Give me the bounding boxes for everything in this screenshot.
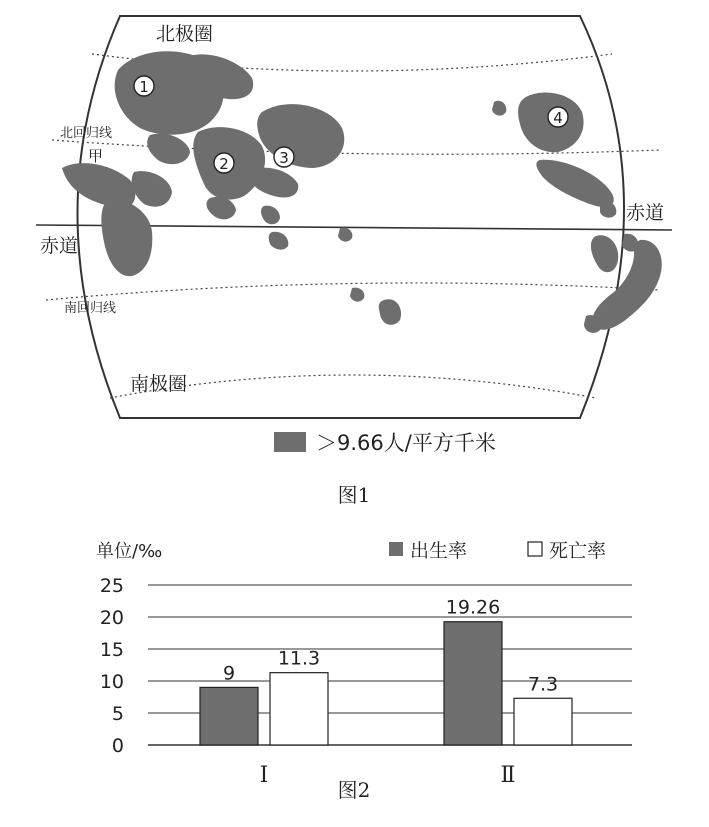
figure2-caption: 图2 <box>337 778 371 802</box>
region-marker-3 <box>274 147 294 167</box>
bar-birth-2 <box>444 622 502 745</box>
region-label-3: 3 <box>279 149 289 167</box>
arctic-circle-label: 北极圈 <box>156 23 214 45</box>
region-label-2: 2 <box>219 155 229 173</box>
bar-birth-1 <box>200 687 258 745</box>
chart-unit-label: 单位/‰ <box>96 541 163 562</box>
equator-label-left: 赤道 <box>40 235 79 257</box>
map-legend-swatch <box>274 432 306 452</box>
legend-label-birth-rate: 出生率 <box>410 540 468 562</box>
legend-swatch-birth-rate <box>389 542 403 556</box>
figure1-caption: 图1 <box>337 483 371 507</box>
data-label: 19.26 <box>445 596 501 619</box>
data-label: 7.3 <box>527 673 559 696</box>
y-tick-label: 5 <box>111 703 124 725</box>
data-label: 9 <box>222 662 236 685</box>
y-tick-label: 20 <box>99 607 124 629</box>
equator-label-right: 赤道 <box>626 202 665 224</box>
region-marker-4 <box>548 107 568 127</box>
map-legend-text: ＞9.66人/平方千米 <box>316 431 496 455</box>
y-tick-label: 10 <box>99 671 124 693</box>
legend-swatch-death-rate <box>528 542 542 556</box>
region-label-1: 1 <box>139 78 149 96</box>
y-tick-label: 0 <box>111 735 124 757</box>
y-tick-label: 15 <box>99 639 124 661</box>
tropic-of-cancer-label: 北回归线 <box>60 126 113 141</box>
tropic-of-capricorn-label: 南回归线 <box>64 301 117 316</box>
bar-death-1 <box>270 673 328 745</box>
region-label-4: 4 <box>553 109 563 127</box>
data-label: 11.3 <box>277 647 321 670</box>
antarctic-circle-label: 南极圈 <box>130 373 188 395</box>
region-marker-1 <box>134 76 154 96</box>
y-tick-label: 25 <box>99 575 124 597</box>
region-marker-2 <box>214 153 234 173</box>
place-label-jia: 甲 <box>88 147 104 165</box>
x-category-label: Ⅰ <box>259 763 269 788</box>
bars-layer <box>200 622 572 745</box>
legend-label-death-rate: 死亡率 <box>549 540 607 562</box>
x-category-label: Ⅱ <box>500 763 516 788</box>
bar-death-2 <box>514 698 572 745</box>
birth-death-rate-chart <box>96 540 632 802</box>
world-map <box>36 16 672 507</box>
